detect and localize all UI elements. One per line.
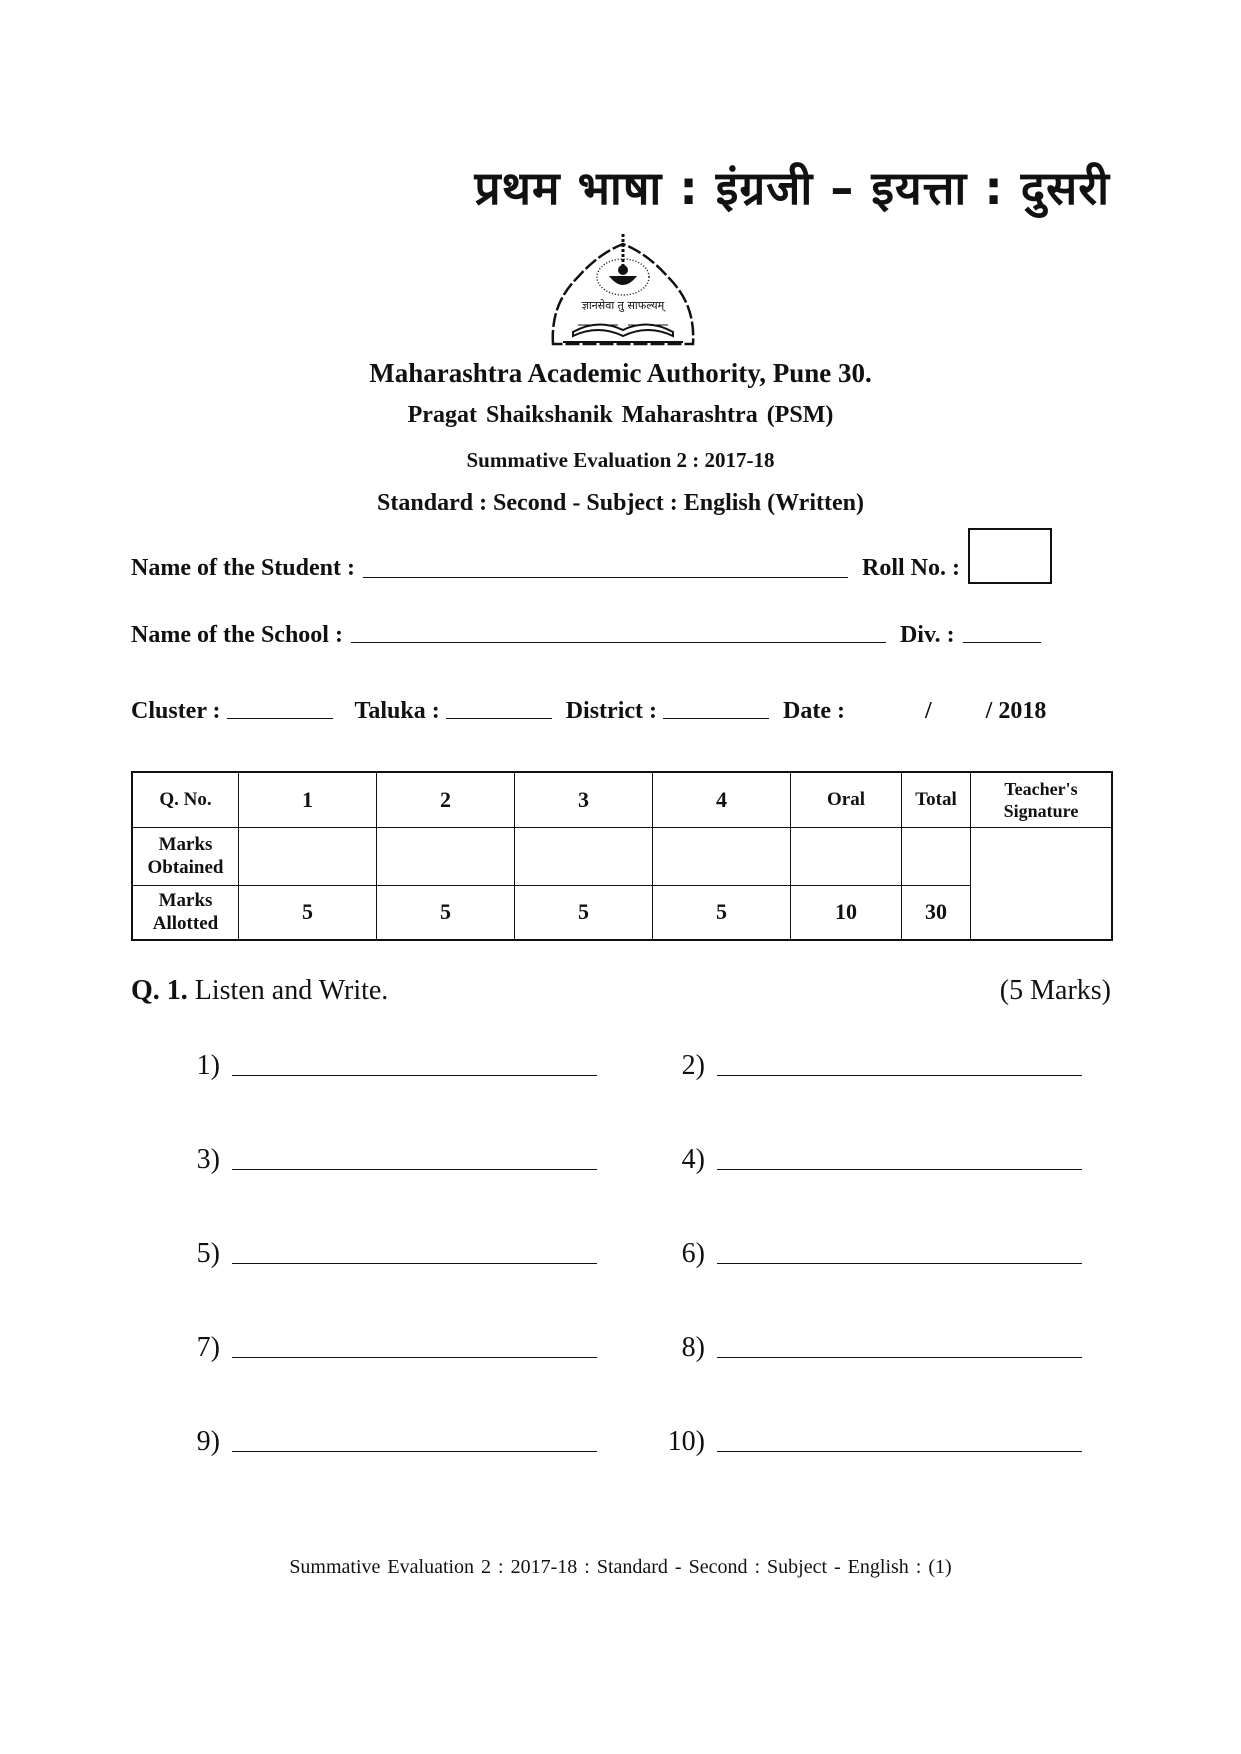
svg-text:ज्ञानसेवा तु साफल्यम्: ज्ञानसेवा तु साफल्यम् [581, 299, 665, 312]
answer-number: 5) [196, 1238, 220, 1269]
student-name-label: Name of the Student : [131, 555, 355, 581]
answer-item-8 [665, 1332, 1082, 1364]
answer-line-8[interactable] [717, 1357, 1082, 1358]
header-q2: 2 [377, 772, 515, 827]
obtained-q3-cell[interactable] [515, 827, 653, 885]
answer-item-10 [665, 1426, 1082, 1458]
allotted-q3: 5 [515, 885, 653, 940]
div-label: Div. : [899, 622, 955, 648]
page-footer: Summative Evaluation 2 : 2017-18 : Standard - Second : Subject - English : (1) [289, 1556, 952, 1578]
table-row-allotted [132, 885, 1112, 940]
roll-no-box[interactable] [968, 528, 1052, 584]
answer-line-7[interactable] [232, 1357, 597, 1358]
student-name-field[interactable] [363, 577, 848, 578]
hindi-title: प्रथम भाषा : इंग्रजी – इयत्ता : दुसरी [474, 161, 1110, 215]
taluka-field[interactable] [446, 718, 552, 719]
cluster-label: Cluster : [131, 698, 221, 724]
allotted-label: Marks Allotted [132, 885, 239, 940]
district-field[interactable] [663, 718, 769, 719]
table-row-obtained [132, 827, 1112, 885]
location-row [131, 698, 1111, 725]
obtained-q2-cell[interactable] [377, 827, 515, 885]
obtained-q4-cell[interactable] [653, 827, 791, 885]
answer-number: 3) [196, 1144, 220, 1175]
school-row [131, 622, 1111, 649]
answer-item-7 [180, 1332, 597, 1364]
allotted-oral: 10 [791, 885, 902, 940]
header-q1: 1 [239, 772, 377, 827]
answer-line-4[interactable] [717, 1169, 1082, 1170]
question-text: Listen and Write. [194, 975, 389, 1006]
header-total: Total [902, 772, 971, 827]
roll-no-label: Roll No. : [861, 555, 960, 581]
answer-item-9 [180, 1426, 597, 1458]
answer-number: 10) [667, 1426, 705, 1457]
obtained-oral-cell[interactable] [791, 827, 902, 885]
answer-item-1 [180, 1050, 597, 1082]
date-label: Date : [783, 698, 845, 724]
header-qno: Q. No. [132, 772, 239, 827]
allotted-q2: 5 [377, 885, 515, 940]
answer-number: 6) [681, 1238, 705, 1269]
answer-line-3[interactable] [232, 1169, 597, 1170]
obtained-label: Marks Obtained [132, 827, 239, 885]
school-name-label: Name of the School : [131, 622, 343, 648]
answer-number: 8) [681, 1332, 705, 1363]
answer-number: 2) [681, 1050, 705, 1081]
answer-number: 7) [196, 1332, 220, 1363]
allotted-q1: 5 [239, 885, 377, 940]
answer-number: 4) [681, 1144, 705, 1175]
obtained-total-cell[interactable] [902, 827, 971, 885]
obtained-q1-cell[interactable] [239, 827, 377, 885]
answer-line-1[interactable] [232, 1075, 597, 1076]
answer-item-5 [180, 1238, 597, 1270]
program-name: Pragat Shaikshanik Maharashtra (PSM) [407, 402, 834, 428]
answer-item-3 [180, 1144, 597, 1176]
table-header-row [132, 772, 1112, 827]
answer-line-10[interactable] [717, 1451, 1082, 1452]
answer-line-5[interactable] [232, 1263, 597, 1264]
div-field[interactable] [963, 642, 1041, 643]
answer-line-9[interactable] [232, 1451, 597, 1452]
academic-authority-logo [543, 232, 703, 350]
question-heading [131, 975, 1111, 1007]
header-teacher-signature: Teacher's Signature [971, 772, 1113, 827]
answer-item-6 [665, 1238, 1082, 1270]
question-number: Q. 1. [131, 975, 188, 1006]
date-year[interactable]: / 2018 [985, 698, 1047, 724]
answer-line-2[interactable] [717, 1075, 1082, 1076]
date-separator[interactable]: / [924, 698, 932, 724]
header-oral: Oral [791, 772, 902, 827]
cluster-field[interactable] [227, 718, 333, 719]
answer-line-6[interactable] [717, 1263, 1082, 1264]
standard-subject: Standard : Second - Subject : English (Written) [377, 490, 864, 516]
question-marks: (5 Marks) [999, 975, 1111, 1006]
allotted-q4: 5 [653, 885, 791, 940]
answer-number: 1) [196, 1050, 220, 1081]
teacher-signature-cell[interactable] [971, 827, 1113, 940]
answer-item-4 [665, 1144, 1082, 1176]
answer-number: 9) [196, 1426, 220, 1457]
district-label: District : [565, 698, 658, 724]
header-q3: 3 [515, 772, 653, 827]
taluka-label: Taluka : [354, 698, 440, 724]
allotted-total: 30 [902, 885, 971, 940]
marks-table [131, 771, 1113, 941]
student-row [131, 528, 1111, 584]
authority-name: Maharashtra Academic Authority, Pune 30. [369, 358, 872, 388]
answer-item-2 [665, 1050, 1082, 1082]
header-q4: 4 [653, 772, 791, 827]
evaluation-title: Summative Evaluation 2 : 2017-18 [466, 448, 775, 472]
school-name-field[interactable] [351, 642, 886, 643]
emblem-icon [543, 232, 703, 350]
